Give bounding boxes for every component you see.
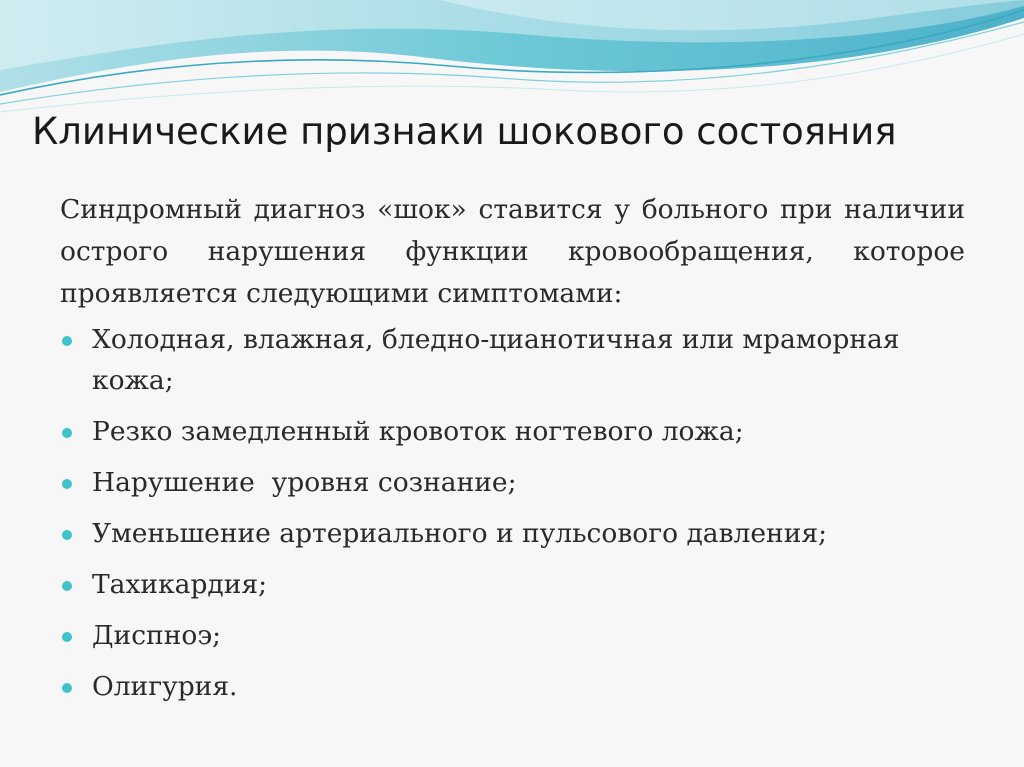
bullet-dot-icon — [62, 581, 72, 591]
intro-paragraph: Синдромный диагноз «шок» ставится у больного при наличии острого нарушения функции кровообращения, которое проявляется следующими симптомами: — [60, 194, 965, 309]
list-item — [60, 615, 980, 656]
bullet-dot-icon — [62, 683, 72, 693]
list-item-text: Нарушение уровня сознание; — [92, 467, 517, 498]
list-item-text: Диспноэ; — [92, 620, 222, 651]
bullet-dot-icon — [62, 530, 72, 540]
bullet-dot-icon — [62, 479, 72, 489]
list-item — [60, 462, 980, 503]
list-item-text: Резко замедленный кровоток ногтевого ложа; — [92, 416, 744, 447]
bullet-dot-icon — [62, 632, 72, 642]
bullet-dot-icon — [62, 428, 72, 438]
list-item-text: Олигурия. — [92, 671, 238, 702]
list-item-text: Тахикардия; — [92, 569, 268, 600]
list-item-text: Уменьшение артериального и пульсового давления; — [92, 518, 828, 549]
bullet-dot-icon — [62, 336, 72, 346]
list-item — [60, 666, 980, 707]
list-item-text: Холодная, влажная, бледно-цианотичная или мраморная кожа; — [92, 324, 900, 396]
list-item — [60, 411, 980, 452]
list-item — [60, 319, 980, 401]
list-item — [60, 564, 980, 605]
slide-title: Клинические признаки шокового состояния — [32, 110, 897, 153]
list-item — [60, 513, 980, 554]
symptom-list — [60, 319, 980, 717]
